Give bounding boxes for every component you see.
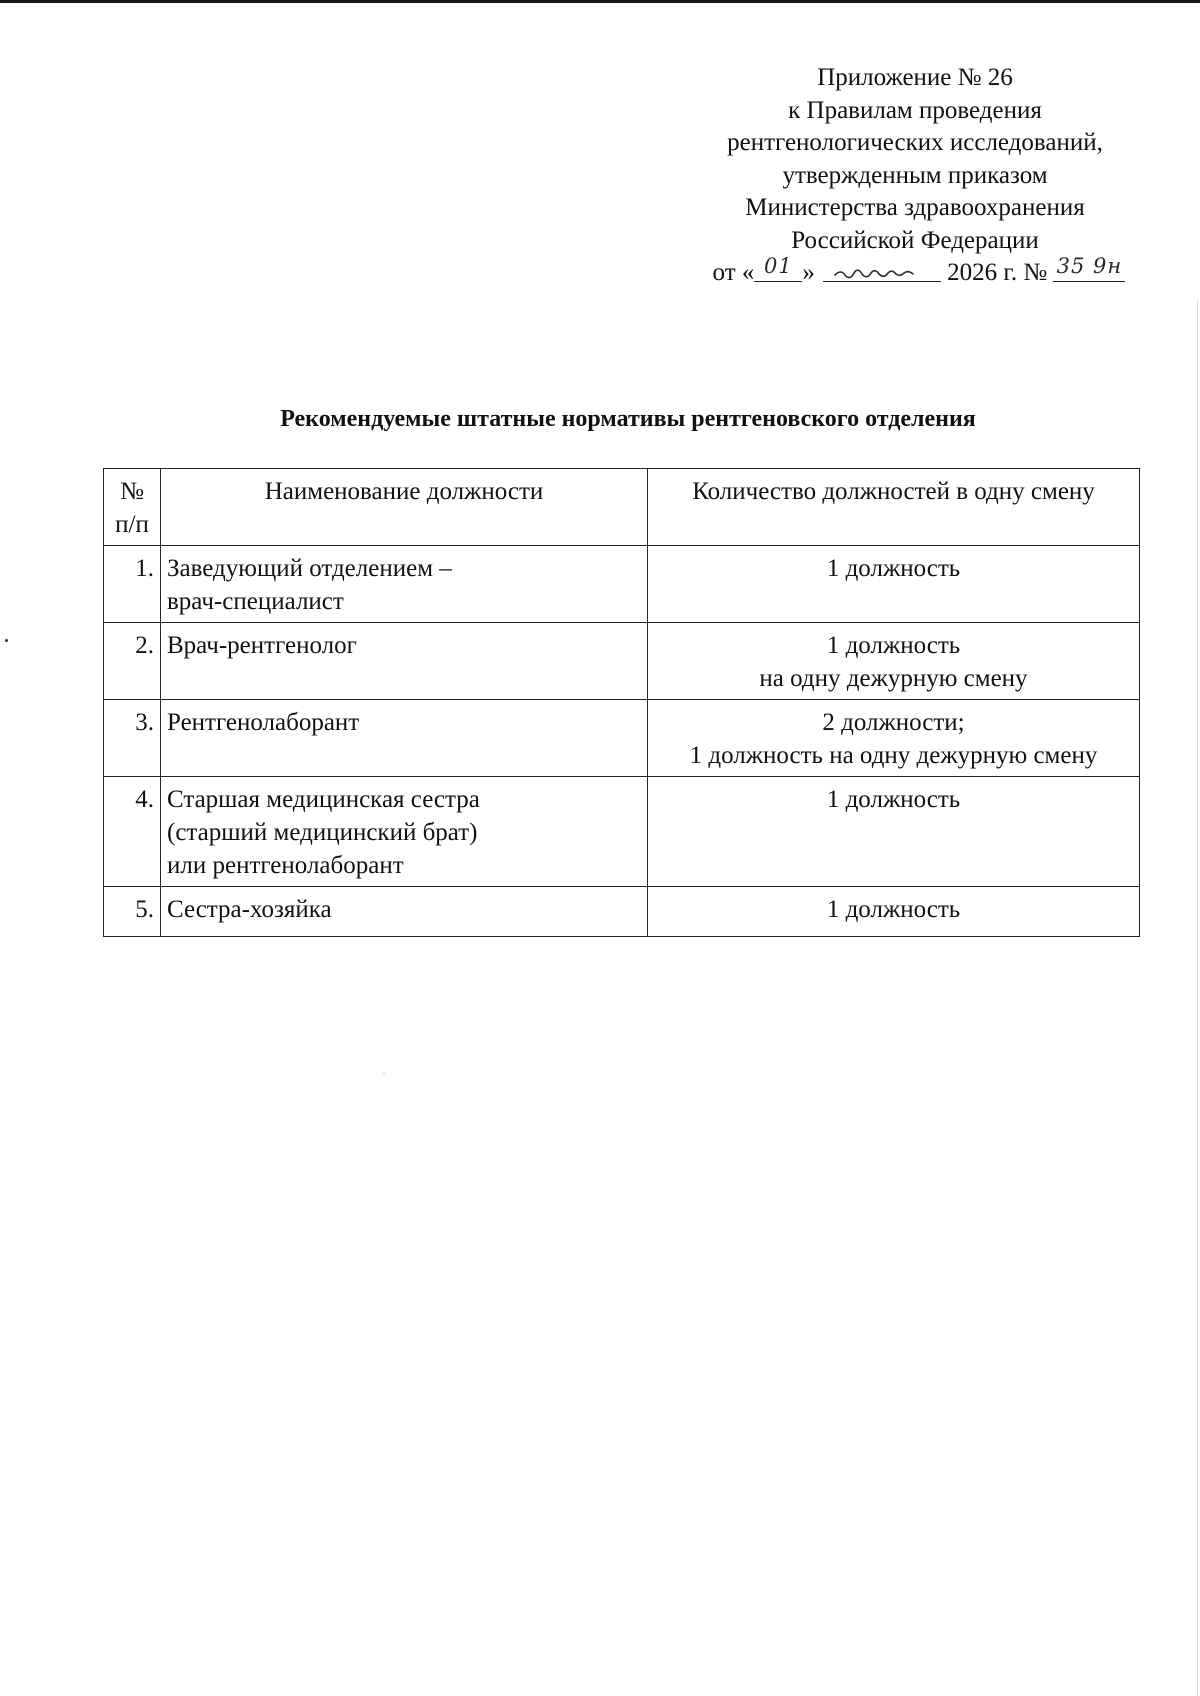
- position-count-line: 1 должность: [826, 632, 961, 659]
- position-name-cell: [161, 623, 648, 700]
- position-count-line: на одну дежурную смену: [759, 665, 1028, 692]
- table-row: [104, 700, 1140, 777]
- handwritten-day: 01: [764, 254, 793, 278]
- scan-speck: [5, 639, 8, 642]
- position-name-line: Рентгенолаборант: [167, 709, 360, 736]
- scan-top-edge: [0, 0, 1200, 3]
- position-name-line: Врач-рентгенолог: [167, 632, 357, 659]
- annex-reference: к Правилам проведения: [788, 96, 1042, 124]
- position-name-line: врач-специалист: [167, 588, 344, 615]
- table-row: [104, 777, 1140, 887]
- position-name-cell: [161, 700, 648, 777]
- position-count-cell: [648, 700, 1140, 777]
- annex-reference: рентгенологических исследований,: [727, 129, 1103, 156]
- position-name-line: Сестра-хозяйка: [167, 896, 332, 923]
- row-number: 5.: [104, 887, 161, 937]
- order-date-prefix: от «: [712, 259, 755, 286]
- position-count-cell: [648, 546, 1140, 623]
- position-count-line: 1 должность: [826, 555, 961, 582]
- handwritten-order-number: 35 9н: [1056, 254, 1123, 278]
- row-number: 1.: [104, 546, 161, 623]
- position-count-line: 1 должность на одну дежурную смену: [689, 742, 1098, 769]
- header-number-abbr: п/п: [115, 511, 149, 538]
- table-row: [104, 546, 1140, 623]
- annex-ministry: Министерства здравоохранения: [745, 194, 1085, 221]
- position-count-cell: [648, 623, 1140, 700]
- position-count-line: 1 должность: [826, 786, 961, 813]
- annex-reference: утвержденным приказом: [782, 161, 1048, 189]
- position-name-cell: [161, 546, 648, 623]
- position-name-cell: [161, 887, 648, 937]
- position-name-cell: [161, 777, 648, 887]
- header-position-name: Наименование должности: [161, 469, 648, 546]
- scan-speck: [383, 1073, 385, 1074]
- header-number-sign: №: [120, 478, 144, 505]
- order-date-line: [688, 254, 1150, 290]
- table-body: [104, 546, 1140, 937]
- order-year: 2026 г. №: [947, 259, 1048, 286]
- table-header-row: [104, 469, 1140, 546]
- order-day-blank: [754, 254, 802, 282]
- annex-ministry: Российской Федерации: [791, 226, 1039, 254]
- header-position-count: Количество должностей в одну смену: [648, 469, 1140, 546]
- position-name-line: или рентгенолаборант: [167, 852, 404, 879]
- position-count-cell: [648, 777, 1140, 887]
- order-number-blank: [1053, 254, 1125, 282]
- position-count-line: 2 должности;: [822, 709, 965, 736]
- table-row: [104, 887, 1140, 937]
- annex-number: Приложение № 26: [817, 64, 1013, 91]
- position-name-line: Заведующий отделением –: [167, 555, 452, 582]
- scan-right-edge: [1197, 300, 1198, 1696]
- row-number: 2.: [104, 623, 161, 700]
- header-number: [104, 469, 161, 546]
- position-count-cell: [648, 887, 1140, 937]
- staffing-table: [103, 468, 1140, 937]
- position-name-line: (старший медицинский брат): [167, 819, 478, 846]
- annex-header: [680, 62, 1150, 290]
- order-month-blank: [823, 257, 941, 282]
- position-name-line: Старшая медицинская сестра: [167, 786, 480, 813]
- row-number: 3.: [104, 700, 161, 777]
- table-row: [104, 623, 1140, 700]
- row-number: 4.: [104, 777, 161, 887]
- handwritten-month-scribble: [829, 261, 929, 281]
- position-count-line: 1 должность: [826, 896, 961, 923]
- document-title: Рекомендуемые штатные нормативы рентгеновского отделения: [280, 406, 976, 432]
- order-date-mid: »: [802, 259, 815, 286]
